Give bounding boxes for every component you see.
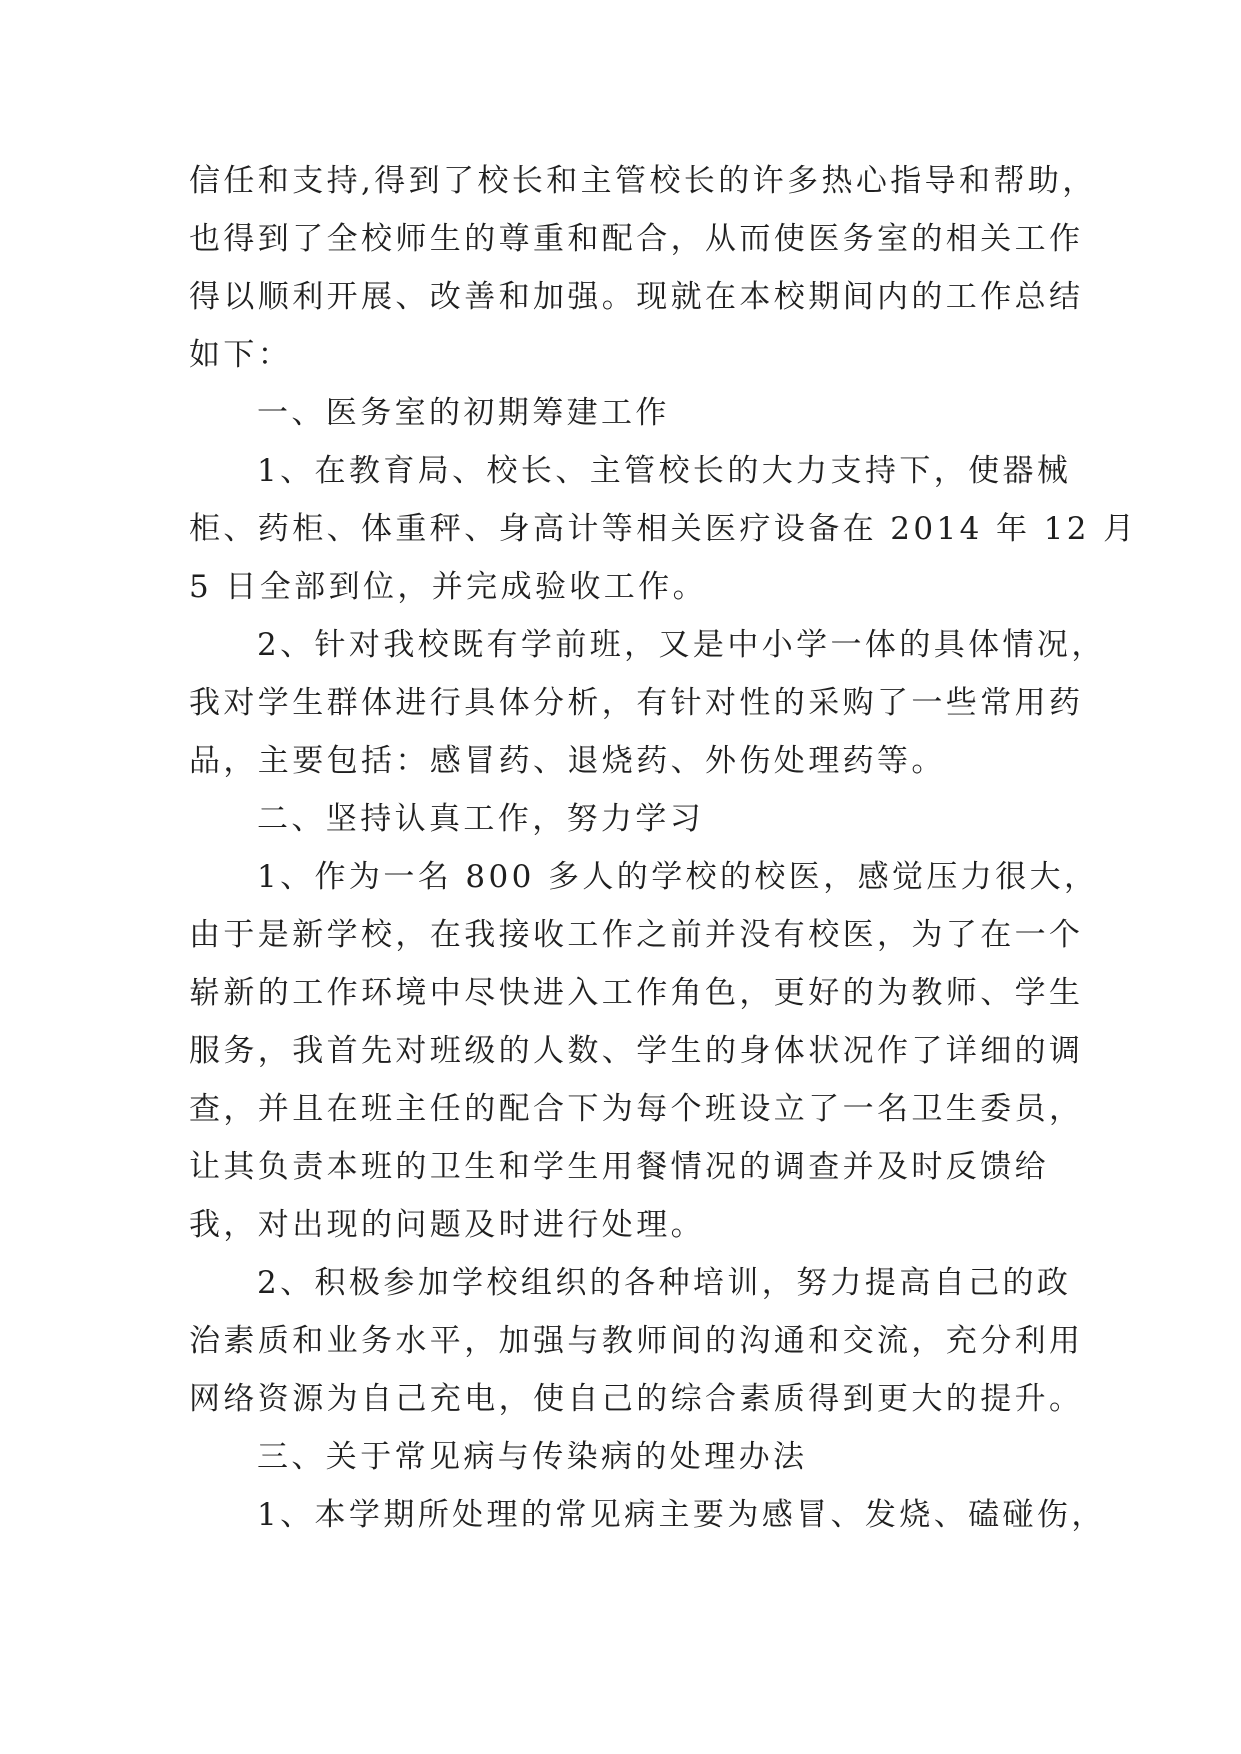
text-line: 1、在教育局、校长、主管校长的大力支持下，使器械: [257, 453, 1072, 489]
text-line: 让其负责本班的卫生和学生用餐情况的调查并及时反馈给: [189, 1149, 1049, 1185]
text-line: 信任和支持,得到了校长和主管校长的许多热心指导和帮助，: [189, 163, 1097, 199]
text-line: 得以顺利开展、改善和加强。现就在本校期间内的工作总结: [189, 279, 1084, 315]
text-line: 品，主要包括：感冒药、退烧药、外伤处理药等。: [189, 743, 946, 779]
text-line: 我对学生群体进行具体分析，有针对性的采购了一些常用药: [189, 685, 1084, 721]
text-line: 三、关于常见病与传染病的处理办法: [257, 1439, 808, 1475]
text-line: 二、坚持认真工作，努力学习: [257, 801, 705, 837]
text-line: 5 日全部到位，并完成验收工作。: [189, 569, 707, 605]
text-line: 由于是新学校，在我接收工作之前并没有校医，为了在一个: [189, 917, 1084, 953]
text-line: 治素质和业务水平，加强与教师间的沟通和交流，充分利用: [189, 1323, 1084, 1359]
text-line: 也得到了全校师生的尊重和配合，从而使医务室的相关工作: [189, 221, 1084, 257]
text-line: 崭新的工作环境中尽快进入工作角色，更好的为教师、学生: [189, 975, 1084, 1011]
document-body: [189, 152, 1138, 1544]
text-line: 柜、药柜、体重秤、身高计等相关医疗设备在 2014 年 12 月: [189, 511, 1138, 547]
text-line: 服务，我首先对班级的人数、学生的身体状况作了详细的调: [189, 1033, 1084, 1069]
text-line: 我，对出现的问题及时进行处理。: [189, 1207, 705, 1243]
text-line: 网络资源为自己充电，使自己的综合素质得到更大的提升。: [189, 1381, 1084, 1417]
text-line: 2、积极参加学校组织的各种培训，努力提高自己的政: [257, 1265, 1072, 1301]
text-line: 一、医务室的初期筹建工作: [257, 395, 670, 431]
text-line: 如下：: [189, 337, 293, 373]
text-line: 2、针对我校既有学前班，又是中小学一体的具体情况，: [257, 627, 1106, 663]
text-line: 查，并且在班主任的配合下为每个班设立了一名卫生委员，: [189, 1091, 1084, 1127]
text-line: 1、本学期所处理的常见病主要为感冒、发烧、磕碰伤，: [257, 1497, 1106, 1533]
text-line: 1、作为一名 800 多人的学校的校医，感觉压力很大，: [257, 859, 1099, 895]
